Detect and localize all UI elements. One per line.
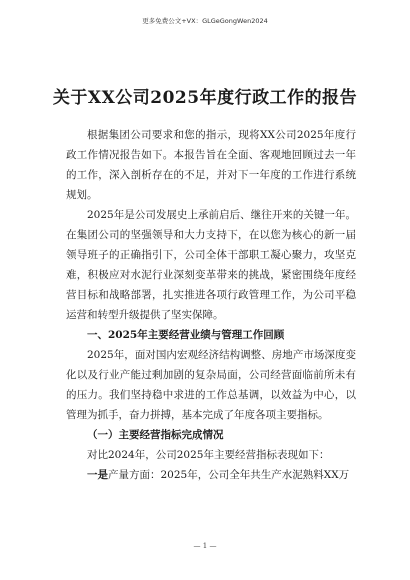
lead-label: 一是 (87, 469, 108, 481)
paragraph-review: 2025年，面对国内宏观经济结构调整、房地产市场深度变化以及行业产能过剩加剧的复杂局面，公司经营面临前所未有的压力。我们坚持稳中求进的工作总基调，以效益为中心，以管理为抓手，奋力拼搏，基本完成了年度各项主要指标。 (66, 349, 356, 421)
output-text: 产量方面：2025年，公司全年共生产水泥熟料XX万 (108, 469, 350, 481)
subsection-heading-1: （一）主要经营指标完成情况 (87, 429, 224, 441)
section-heading-1: 一、2025年主要经营业绩与管理工作回顾 (87, 329, 285, 341)
paragraph-comparison: 对比2024年，公司2025年主要经营指标表现如下： (87, 449, 330, 461)
paragraph-intro: 根据集团公司要求和您的指示，现将XX公司2025年度行政工作情况报告如下。本报告旨在全面、客观地回顾过去一年的工作，深入剖析存在的不足，并对下一年度的工作进行系统规划。 (66, 129, 356, 201)
page-number: — 1 — (193, 542, 217, 550)
document-body (66, 125, 356, 485)
paragraph-output (66, 465, 356, 485)
document-title: 关于XX公司2025年度行政工作的报告 (52, 88, 358, 108)
header-note: 更多免费公文+VX：GLGeGongWen2024 (142, 17, 268, 25)
paragraph-background: 2025年是公司发展史上承前启后、继往开来的关键一年。在集团公司的坚强领导和大力支持下，在以您为核心的新一届领导班子的正确指引下，公司全体干部职工凝心聚力，攻坚克难，积极应对水泥行业深刻变革带来的挑战，紧密围绕年度经营目标和战略部署，扎实推进各项行政管理工作，为公司平稳运营和转型升级提供了坚实保障。 (66, 209, 356, 321)
